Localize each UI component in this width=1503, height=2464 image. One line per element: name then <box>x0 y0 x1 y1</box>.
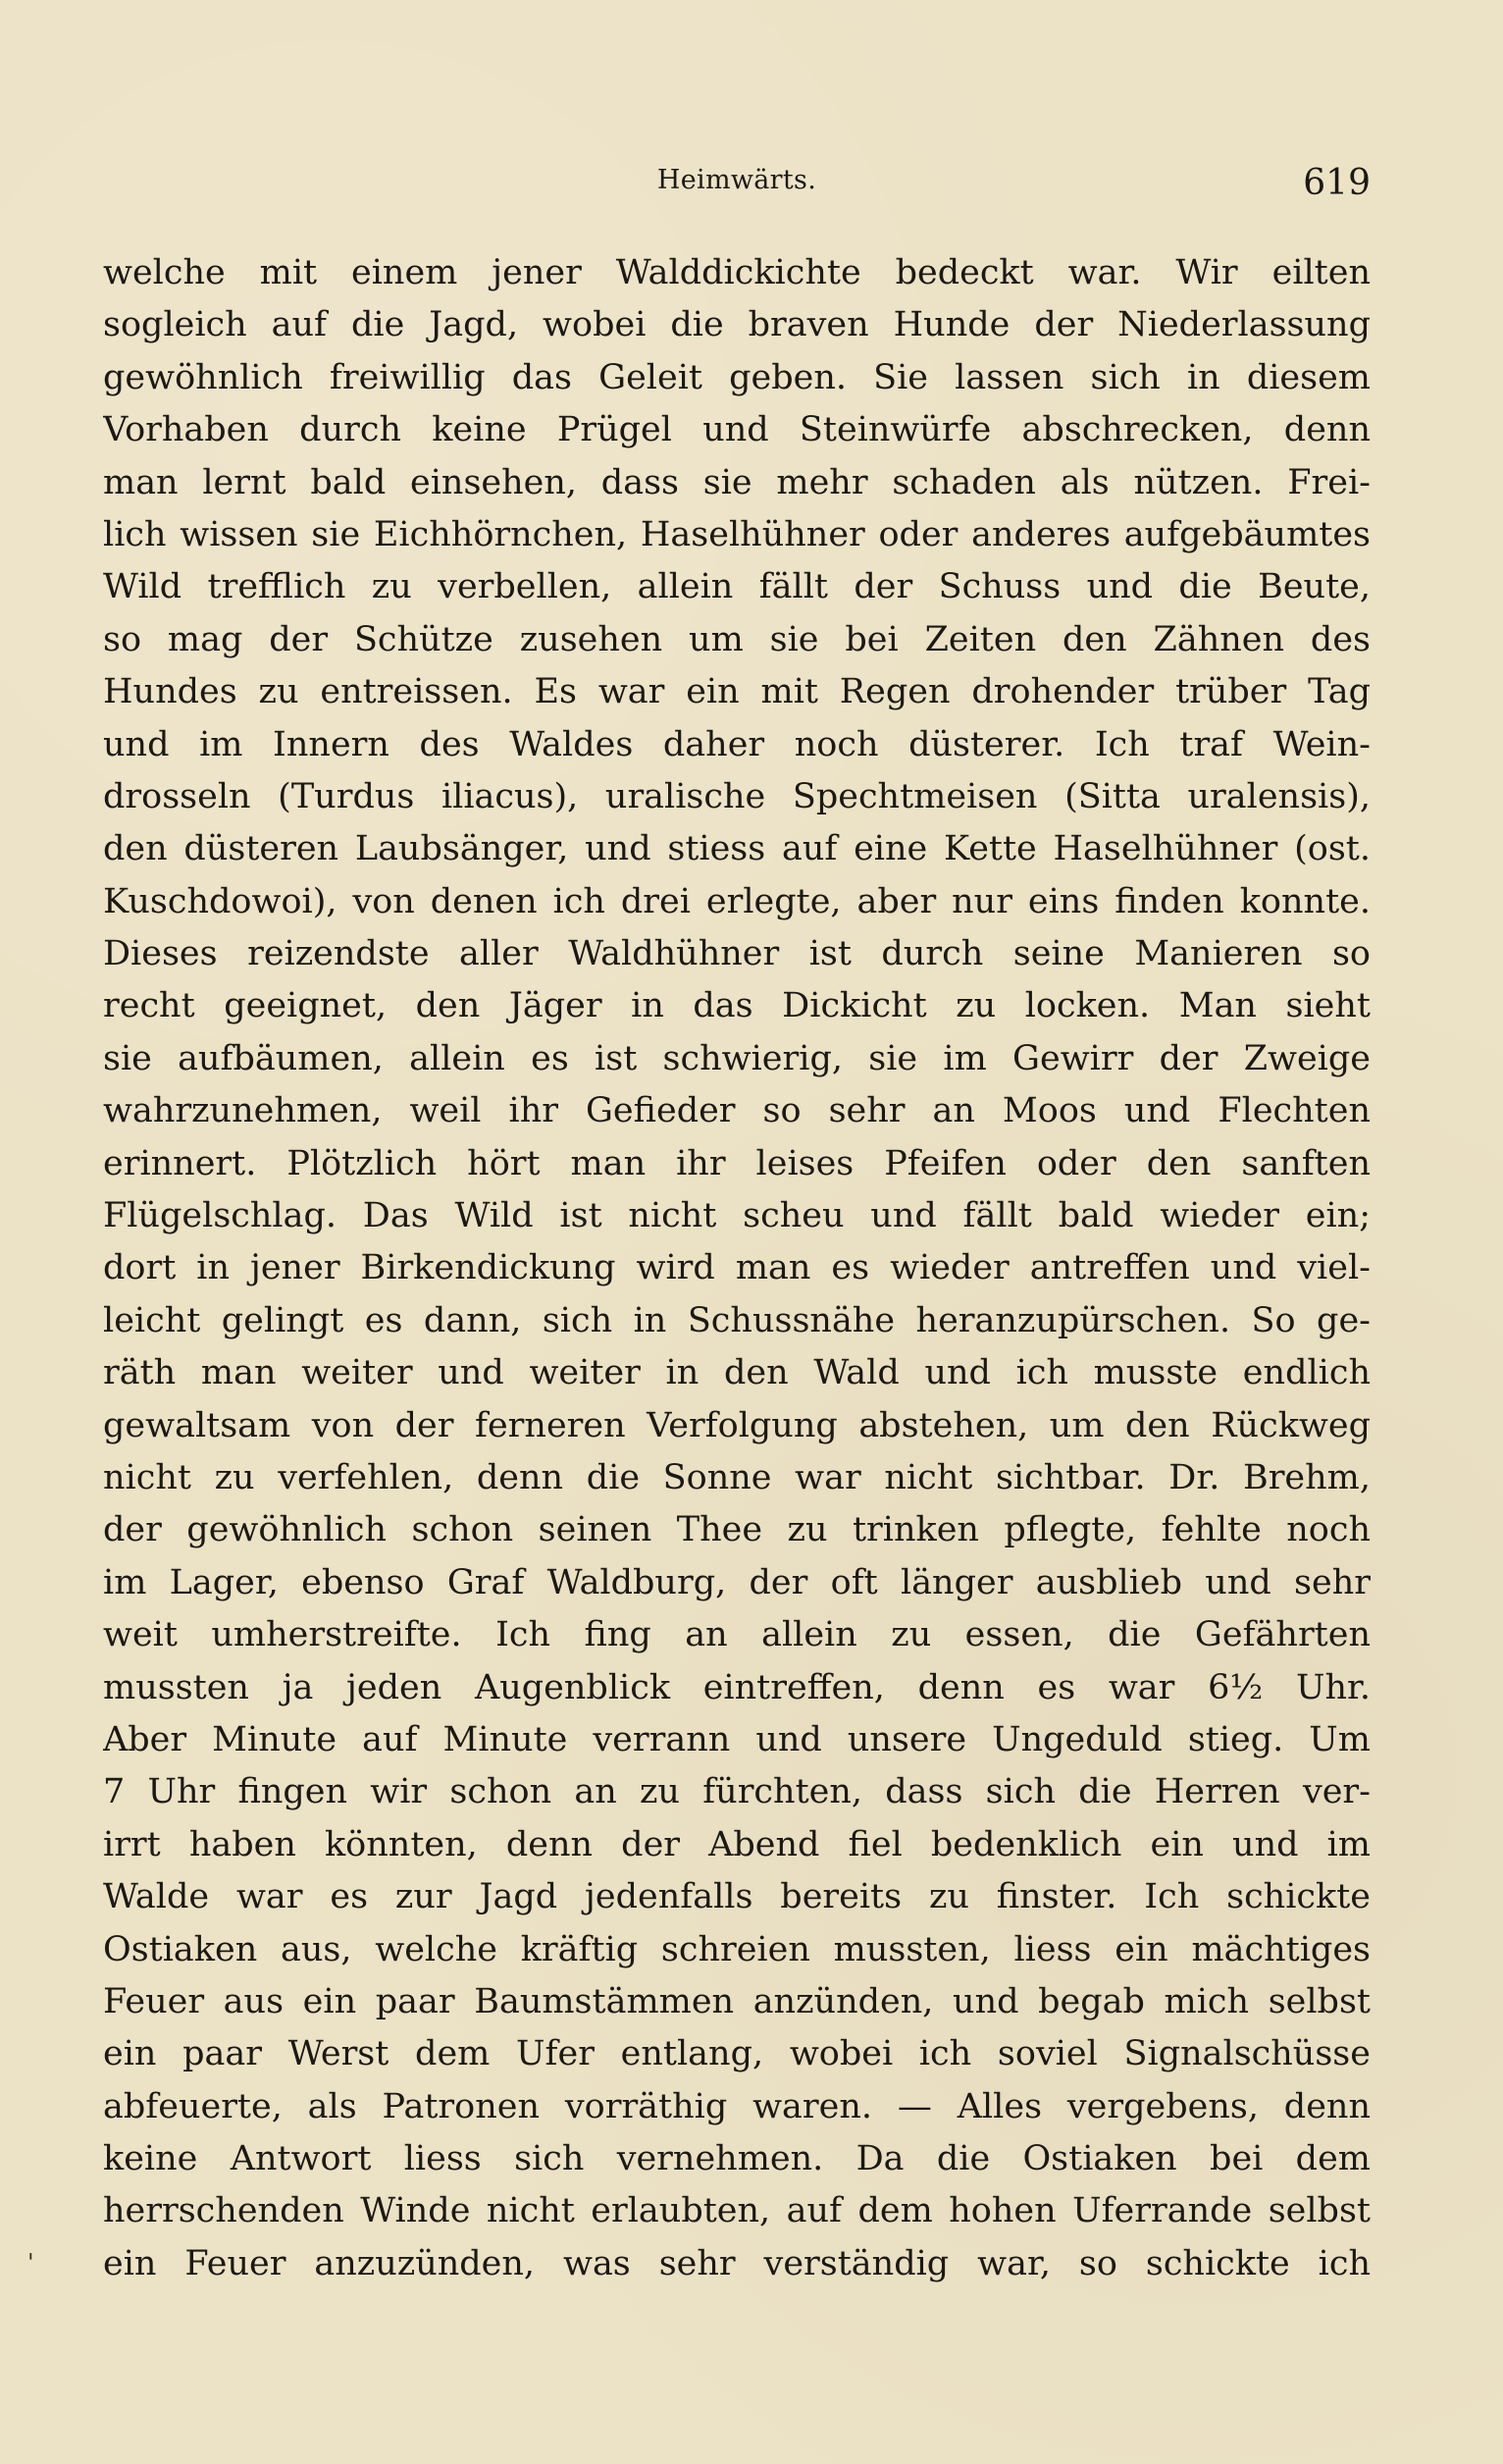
text-line: drosseln (Turdus iliacus), uralische Spechtmeisen (Sitta uralensis), <box>103 776 1371 816</box>
text-line: gewaltsam von der ferneren Verfolgung abstehen, um den Rückweg <box>103 1405 1371 1445</box>
text-line: im Lager, ebenso Graf Waldburg, der oft länger ausblieb und sehr <box>103 1562 1371 1602</box>
text-line: ein paar Werst dem Ufer entlang, wobei ich soviel Signalschüsse <box>103 2034 1371 2074</box>
text-line: wahrzunehmen, weil ihr Gefieder so sehr an Moos und Flechten <box>103 1091 1371 1131</box>
page-header <box>103 165 1371 210</box>
text-line: irrt haben könnten, denn der Abend fiel bedenklich ein und im <box>103 1824 1371 1864</box>
text-line: ein Feuer anzuzünden, was sehr verständig war, so schickte ich <box>103 2243 1371 2283</box>
text-line: räth man weiter und weiter in den Wald und ich musste endlich <box>103 1353 1371 1393</box>
text-line: Feuer aus ein paar Baumstämmen anzünden, und begab mich selbst <box>103 1981 1371 2021</box>
text-line: gewöhnlich freiwillig das Geleit geben. Sie lassen sich in diesem <box>103 357 1371 397</box>
text-line: recht geeignet, den Jäger in das Dickicht zu locken. Man sieht <box>103 986 1371 1026</box>
page-number: 619 <box>1303 163 1371 203</box>
text-line: mussten ja jeden Augenblick eintreffen, denn es war 6½ Uhr. <box>103 1667 1371 1707</box>
text-line: herrschenden Winde nicht erlaubten, auf dem hohen Uferrande selbst <box>103 2191 1371 2231</box>
text-line: Ostiaken aus, welche kräftig schreien mussten, liess ein mächtiges <box>103 1929 1371 1969</box>
text-line: sogleich auf die Jagd, wobei die braven Hunde der Niederlassung <box>103 305 1371 345</box>
text-line: 7 Uhr fingen wir schon an zu fürchten, dass sich die Herren ver- <box>103 1772 1371 1812</box>
text-line: Wild trefflich zu verbellen, allein fällt der Schuss und die Beute, <box>103 567 1371 607</box>
text-line: Flügelschlag. Das Wild ist nicht scheu und fällt bald wieder ein; <box>103 1196 1371 1236</box>
text-line: nicht zu verfehlen, denn die Sonne war nicht sichtbar. Dr. Brehm, <box>103 1457 1371 1497</box>
text-line: so mag der Schütze zusehen um sie bei Zeiten den Zähnen des <box>103 619 1371 659</box>
margin-mark: ' <box>27 2249 34 2277</box>
text-line: Vorhaben durch keine Prügel und Steinwürfe abschrecken, denn <box>103 410 1371 450</box>
text-line: abfeuerte, als Patronen vorräthig waren. — Alles vergebens, denn <box>103 2086 1371 2126</box>
text-line: lich wissen sie Eichhörnchen, Haselhühner oder anderes aufgebäumtes <box>103 514 1371 554</box>
text-line: sie aufbäumen, allein es ist schwierig, sie im Gewirr der Zweige <box>103 1038 1371 1078</box>
text-line: welche mit einem jener Walddickichte bedeckt war. Wir eilten <box>103 253 1371 292</box>
text-line: Hundes zu entreissen. Es war ein mit Regen drohender trüber Tag <box>103 672 1371 712</box>
body-text <box>103 247 1371 2290</box>
text-line: Dieses reizendste aller Waldhühner ist durch seine Manieren so <box>103 934 1371 974</box>
text-line: Kuschdowoi), von denen ich drei erlegte, aber nur eins finden konnte. <box>103 881 1371 921</box>
text-line: Aber Minute auf Minute verrann und unsere Ungeduld stieg. Um <box>103 1719 1371 1759</box>
text-line: der gewöhnlich schon seinen Thee zu trinken pflegte, fehlte noch <box>103 1510 1371 1550</box>
text-line: weit umherstreifte. Ich fing an allein zu essen, die Gefährten <box>103 1615 1371 1655</box>
text-line: keine Antwort liess sich vernehmen. Da die Ostiaken bei dem <box>103 2139 1371 2179</box>
text-line: erinnert. Plötzlich hört man ihr leises Pfeifen oder den sanften <box>103 1143 1371 1183</box>
text-line: Walde war es zur Jagd jedenfalls bereits zu finster. Ich schickte <box>103 1877 1371 1917</box>
text-line: leicht gelingt es dann, sich in Schussnähe heranzupürschen. So ge- <box>103 1300 1371 1340</box>
running-head: Heimwärts. <box>656 165 817 195</box>
text-line: den düsteren Laubsänger, und stiess auf eine Kette Haselhühner (ost. <box>103 829 1371 869</box>
text-line: und im Innern des Waldes daher noch düsterer. Ich traf Wein- <box>103 724 1371 764</box>
text-line: dort in jener Birkendickung wird man es wieder antreffen und viel- <box>103 1248 1371 1288</box>
text-line: man lernt bald einsehen, dass sie mehr schaden als nützen. Frei- <box>103 462 1371 502</box>
